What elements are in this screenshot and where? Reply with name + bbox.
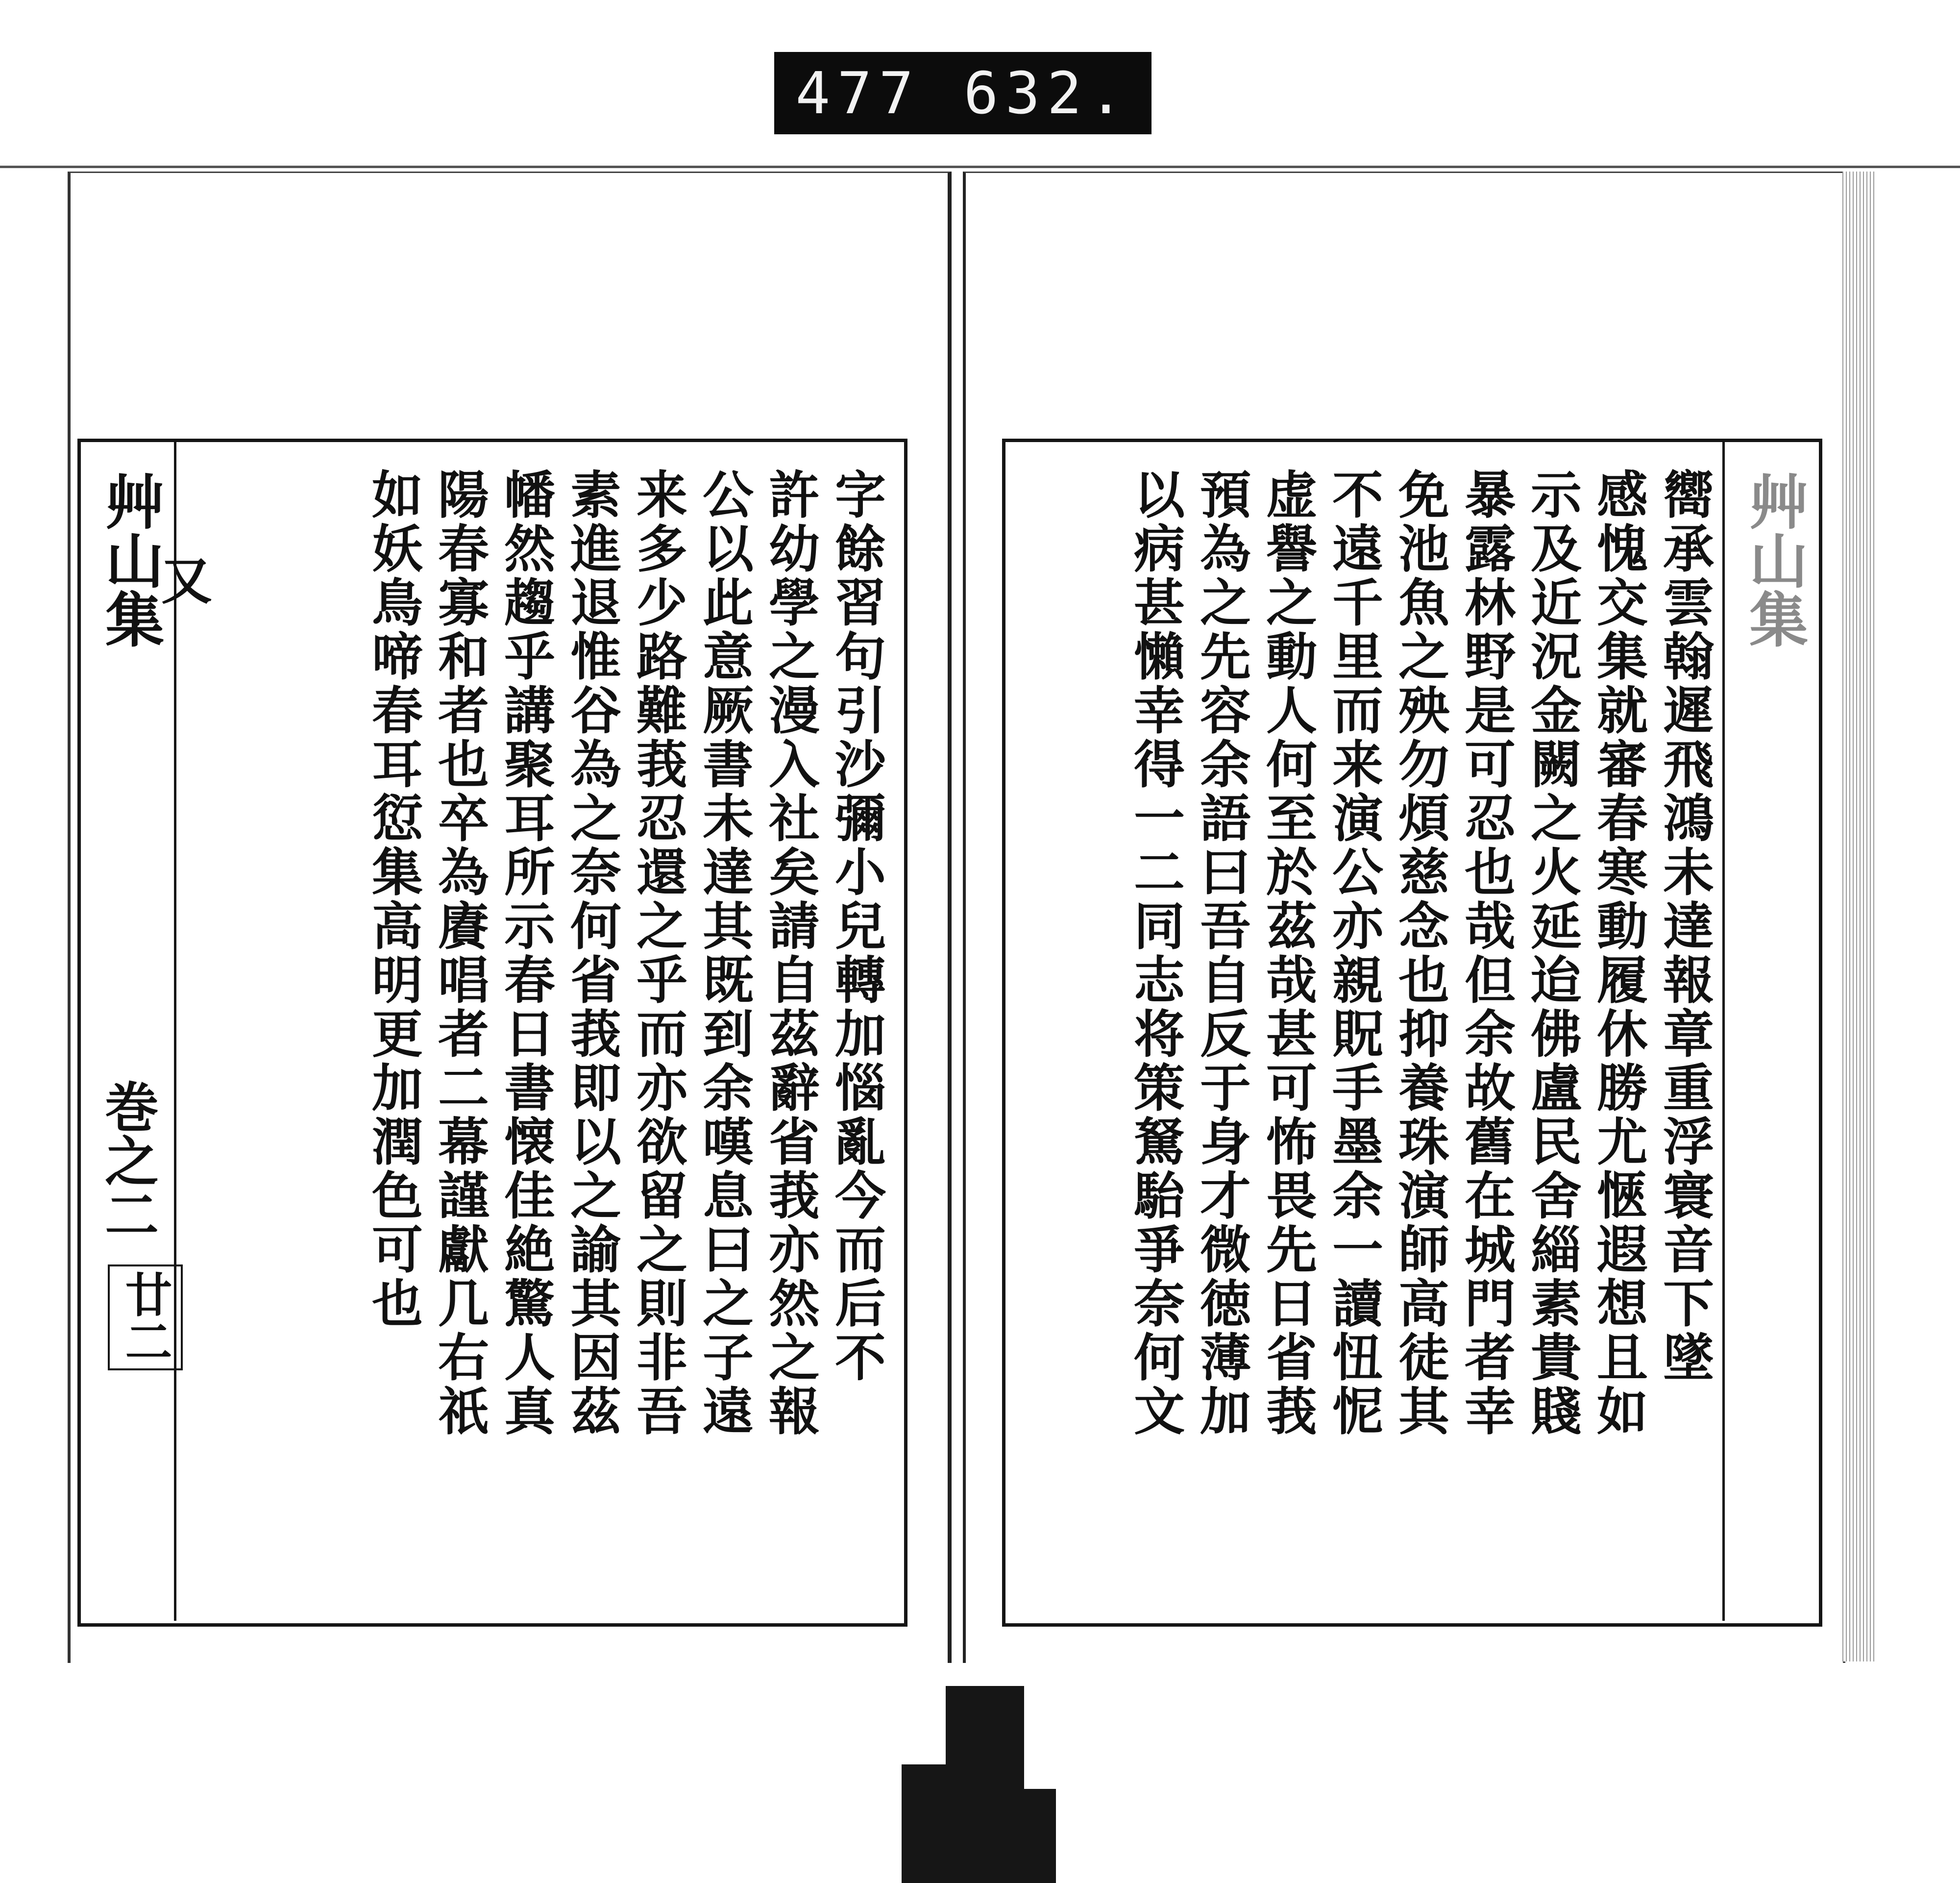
left-text-column: 来多少路難莪忍還之乎而亦欲留之則非吾 (628, 468, 688, 1438)
left-text-column: 許幼學之漫入社矣請自茲辭省莪亦然之報 (760, 468, 820, 1438)
archive-number-right: 632. (963, 59, 1130, 127)
spine-step-shadow (902, 1764, 951, 1883)
book-title-left: 艸山集 (96, 471, 165, 648)
left-page-margin-column (81, 442, 176, 1621)
right-text-column: 預為之先容余語曰吾自反于身才微徳薄加 (1191, 468, 1251, 1438)
right-text-column: 暴露林野是可忍也哉但余故舊在城門者幸 (1456, 468, 1516, 1438)
page-top-edge (0, 166, 1960, 168)
folio-number: 廿二 (108, 1264, 183, 1370)
right-text-column: 示及近況金闕之火延迨佛盧民舍緇素貴賤 (1522, 468, 1582, 1438)
left-text-column: 如妖鳥啼春耳愆集高明更加潤色可也 (363, 468, 423, 1331)
book-title-right: 艸山集 (1740, 471, 1809, 648)
volume-label: 巻之二 (96, 1079, 159, 1241)
right-text-column: 不遠千里而来演公亦親貺手墨余一讀忸怩 (1323, 468, 1384, 1438)
left-text-column: 陽春寡和者也卒為賡唱者二幕謹獻几右祇 (429, 468, 490, 1438)
right-text-column: 以病甚懶幸得一二同志将策駑駘爭奈何文 (1125, 468, 1185, 1438)
right-text-column: 免池魚之殃勿煩慈念也抑養珠演師高徒其 (1390, 468, 1450, 1438)
section-heading-you: 又 (152, 554, 213, 608)
left-text-column: 公以此意厥書未達其既到余嘆息曰之子遠 (694, 468, 754, 1438)
right-text-column: 虚譽之動人何至於茲哉甚可怖畏先日省莪 (1257, 468, 1318, 1438)
fore-edge-stack (1842, 172, 1877, 1661)
archive-number-label (774, 52, 1152, 134)
right-text-column: 感愧交集就審春寒動履休勝尤愜遐想且如 (1588, 468, 1648, 1438)
right-page-margin-column (1722, 442, 1818, 1621)
left-text-column: 字餘習句引沙彌小兒轉加惱亂今而后不 (826, 468, 886, 1385)
spine-step-shadow (1022, 1789, 1056, 1883)
left-text-column: 幡然趨乎講聚耳所示春日書懐佳絶驚人真 (495, 468, 556, 1438)
left-text-column: 素進退惟谷為之奈何省莪即以之諭其因茲 (562, 468, 622, 1438)
book-spine-shadow (946, 1686, 1024, 1883)
archive-number-left: 477 (795, 59, 921, 127)
right-text-column: 嚮承雲翰遲飛鴻未達報章重浮寰音下墜 (1654, 468, 1715, 1385)
